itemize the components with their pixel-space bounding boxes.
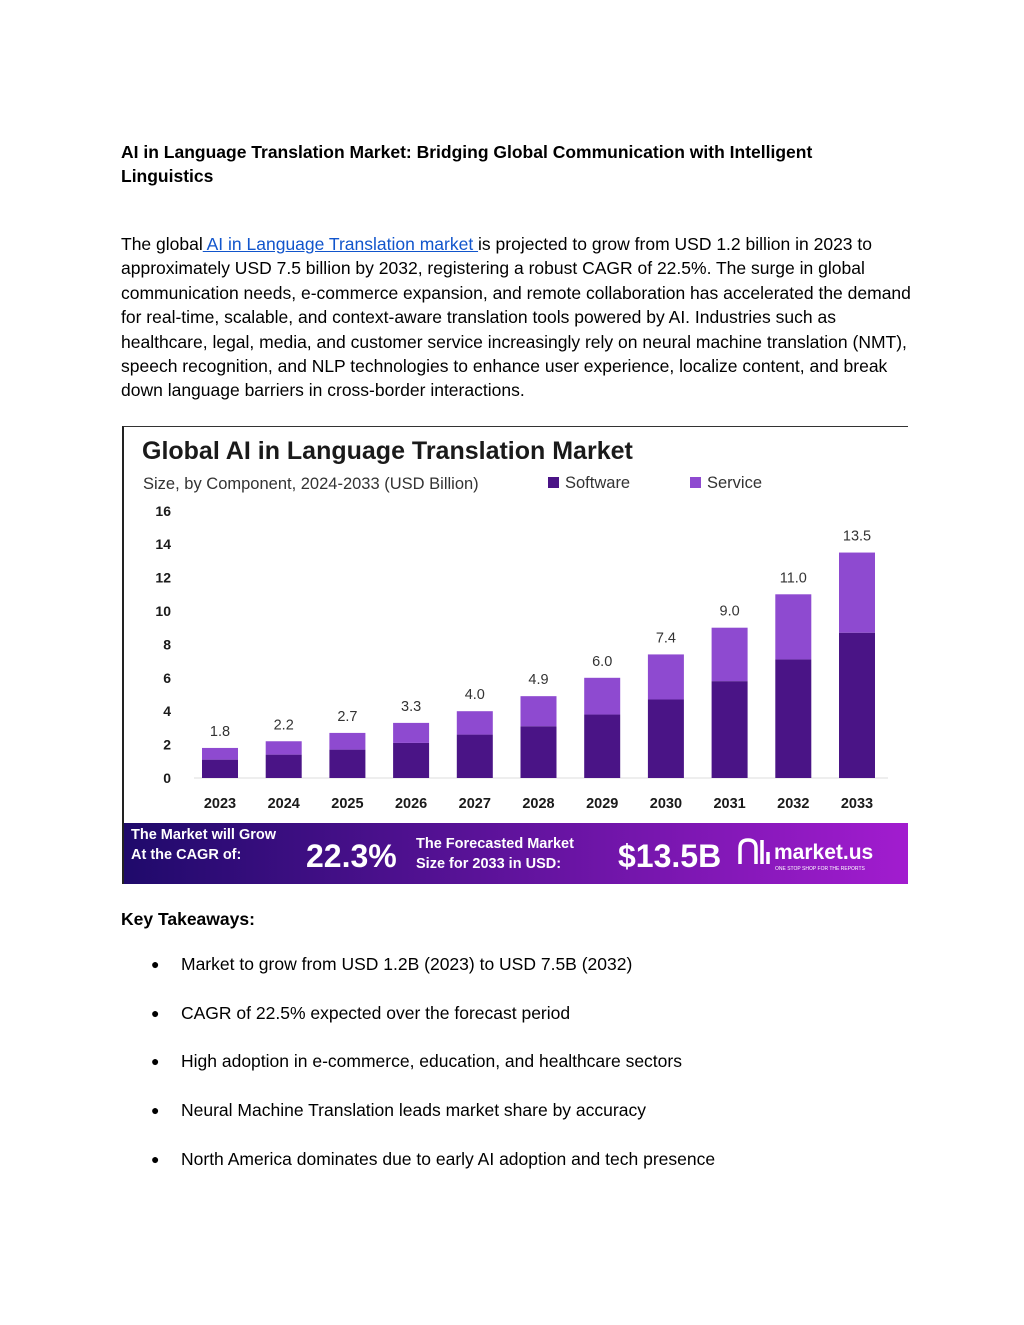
- list-item-text: Market to grow from USD 1.2B (2023) to USD 7.5B (2032): [181, 954, 633, 974]
- bar-software: [521, 726, 557, 778]
- bar-total-label: 11.0: [779, 570, 807, 587]
- intro-text-after-link: is projected to grow from USD 1.2 billion in 2023 to approximately USD 7.5 billion by 2032, registering a robust CAGR of 22.5%. The surge in global communication needs, e-commerce expansion, and remote collaboration has accelerated the demand for real-time, scalable, and context-aware translation tools powered by AI. Industries such as healthcare, legal, media, and customer service increasingly rely on neural machine translation (NMT), speech recognition, and NLP technologies to enhance user experience, localize content, and break down language barriers in cross-border interactions.: [121, 234, 911, 401]
- list-item: [0, 1049, 1024, 1098]
- bar-software: [393, 743, 429, 778]
- intro-text-before-link: The global: [121, 234, 203, 254]
- x-tick-label: 2032: [777, 796, 810, 812]
- bar-service: [393, 723, 429, 743]
- bar-software: [712, 681, 748, 778]
- x-tick-label: 2023: [203, 796, 237, 812]
- bar-software: [202, 760, 238, 778]
- brand-name: market.us: [774, 841, 874, 864]
- list-item: [0, 1098, 1024, 1147]
- bullet-icon: ●: [151, 1150, 160, 1167]
- market-report-link[interactable]: AI in Language Translation market: [202, 234, 479, 254]
- bar-total-label: 4.0: [464, 687, 485, 704]
- bar-total-label: 4.9: [528, 672, 549, 689]
- bar-total-label: 9.0: [719, 603, 740, 620]
- x-tick-label: 2033: [840, 796, 874, 812]
- bullet-icon: ●: [151, 1053, 160, 1070]
- bar-software: [648, 700, 684, 778]
- x-tick-label: 2027: [458, 796, 491, 812]
- x-tick-label: 2029: [586, 796, 619, 812]
- x-tick-label: 2026: [394, 796, 428, 812]
- list-item-text: CAGR of 22.5% expected over the forecast period: [181, 1002, 571, 1023]
- bullet-icon: ●: [151, 956, 160, 972]
- bar-service: [584, 678, 620, 715]
- y-tick-label: 16: [155, 502, 171, 519]
- y-tick-label: 10: [155, 603, 171, 619]
- list-item-text: Neural Machine Translation leads market share by accuracy: [181, 1100, 646, 1121]
- legend-swatch-software: [548, 477, 559, 488]
- market-chart: [124, 427, 908, 884]
- bar-service: [457, 711, 493, 734]
- brand-tagline: ONE STOP SHOP FOR THE REPORTS: [775, 866, 865, 872]
- chart-subtitle: Size, by Component, 2024-2033 (USD Billion): [143, 475, 479, 493]
- bar-software: [584, 715, 620, 778]
- key-takeaways-title: Key Takeaways:: [121, 909, 255, 929]
- banner-label-line: The Market will Grow: [131, 827, 277, 843]
- x-axis: [204, 796, 873, 812]
- bar-service: [329, 733, 365, 750]
- banner-label-line: The Forecasted Market: [416, 836, 574, 852]
- bars: [202, 529, 875, 778]
- x-tick-label: 2028: [522, 796, 555, 812]
- bar-total-label: 2.2: [273, 717, 294, 734]
- bar-total-label: 2.7: [337, 708, 358, 725]
- bar-software: [775, 659, 811, 778]
- bar-total-label: 3.3: [401, 698, 422, 715]
- legend-label-service: Service: [707, 474, 763, 492]
- intro-paragraph: [121, 232, 911, 403]
- banner-size-value: $13.5B: [618, 838, 722, 874]
- list-item-text: North America dominates due to early AI adoption and tech presence: [181, 1148, 716, 1169]
- page-title: AI in Language Translation Market: Bridging Global Communication with Intelligent Linguistics: [121, 142, 813, 186]
- bar-service: [648, 654, 684, 699]
- y-tick-label: 2: [163, 736, 171, 753]
- list-item: [0, 1147, 1024, 1196]
- bar-service: [266, 741, 302, 754]
- bar-total-label: 1.8: [209, 723, 231, 740]
- y-tick-label: 12: [155, 569, 171, 586]
- bar-total-label: 6.0: [592, 653, 613, 670]
- chart-title: Global AI in Language Translation Market: [142, 437, 633, 465]
- banner-label-line: At the CAGR of:: [131, 847, 242, 863]
- bar-software: [839, 633, 875, 778]
- x-tick-label: 2030: [649, 796, 683, 812]
- x-tick-label: 2025: [331, 796, 364, 812]
- market-chart-figure: [122, 426, 908, 884]
- bar-software: [329, 750, 365, 778]
- x-tick-label: 2031: [713, 796, 746, 812]
- bar-service: [839, 553, 875, 633]
- bar-software: [457, 735, 493, 778]
- y-tick-label: 6: [163, 669, 171, 686]
- bar-service: [712, 628, 748, 681]
- bar-total-label: 7.4: [655, 630, 676, 647]
- legend-label-software: Software: [565, 474, 631, 492]
- list-item: [0, 1001, 1024, 1050]
- bar-software: [266, 755, 302, 778]
- y-tick-label: 0: [163, 770, 171, 786]
- bar-service: [521, 696, 557, 726]
- bullet-icon: ●: [151, 1102, 160, 1119]
- y-tick-label: 4: [163, 703, 171, 720]
- cagr-banner: [124, 823, 908, 884]
- bar-service: [202, 748, 238, 760]
- x-tick-label: 2024: [267, 796, 300, 812]
- bullet-icon: ●: [151, 1004, 160, 1021]
- legend-swatch-service: [690, 477, 701, 488]
- chart-legend: [548, 474, 762, 492]
- key-takeaways-list: [0, 952, 1024, 1195]
- bar-service: [775, 594, 811, 659]
- y-tick-label: 8: [163, 636, 171, 653]
- banner-cagr-value: 22.3%: [306, 838, 397, 874]
- list-item-text: High adoption in e-commerce, education, and healthcare sectors: [181, 1051, 682, 1072]
- bar-total-label: 13.5: [842, 528, 872, 545]
- y-tick-label: 14: [155, 536, 171, 553]
- list-item: [0, 952, 1024, 1001]
- banner-label-line: Size for 2033 in USD:: [416, 856, 562, 872]
